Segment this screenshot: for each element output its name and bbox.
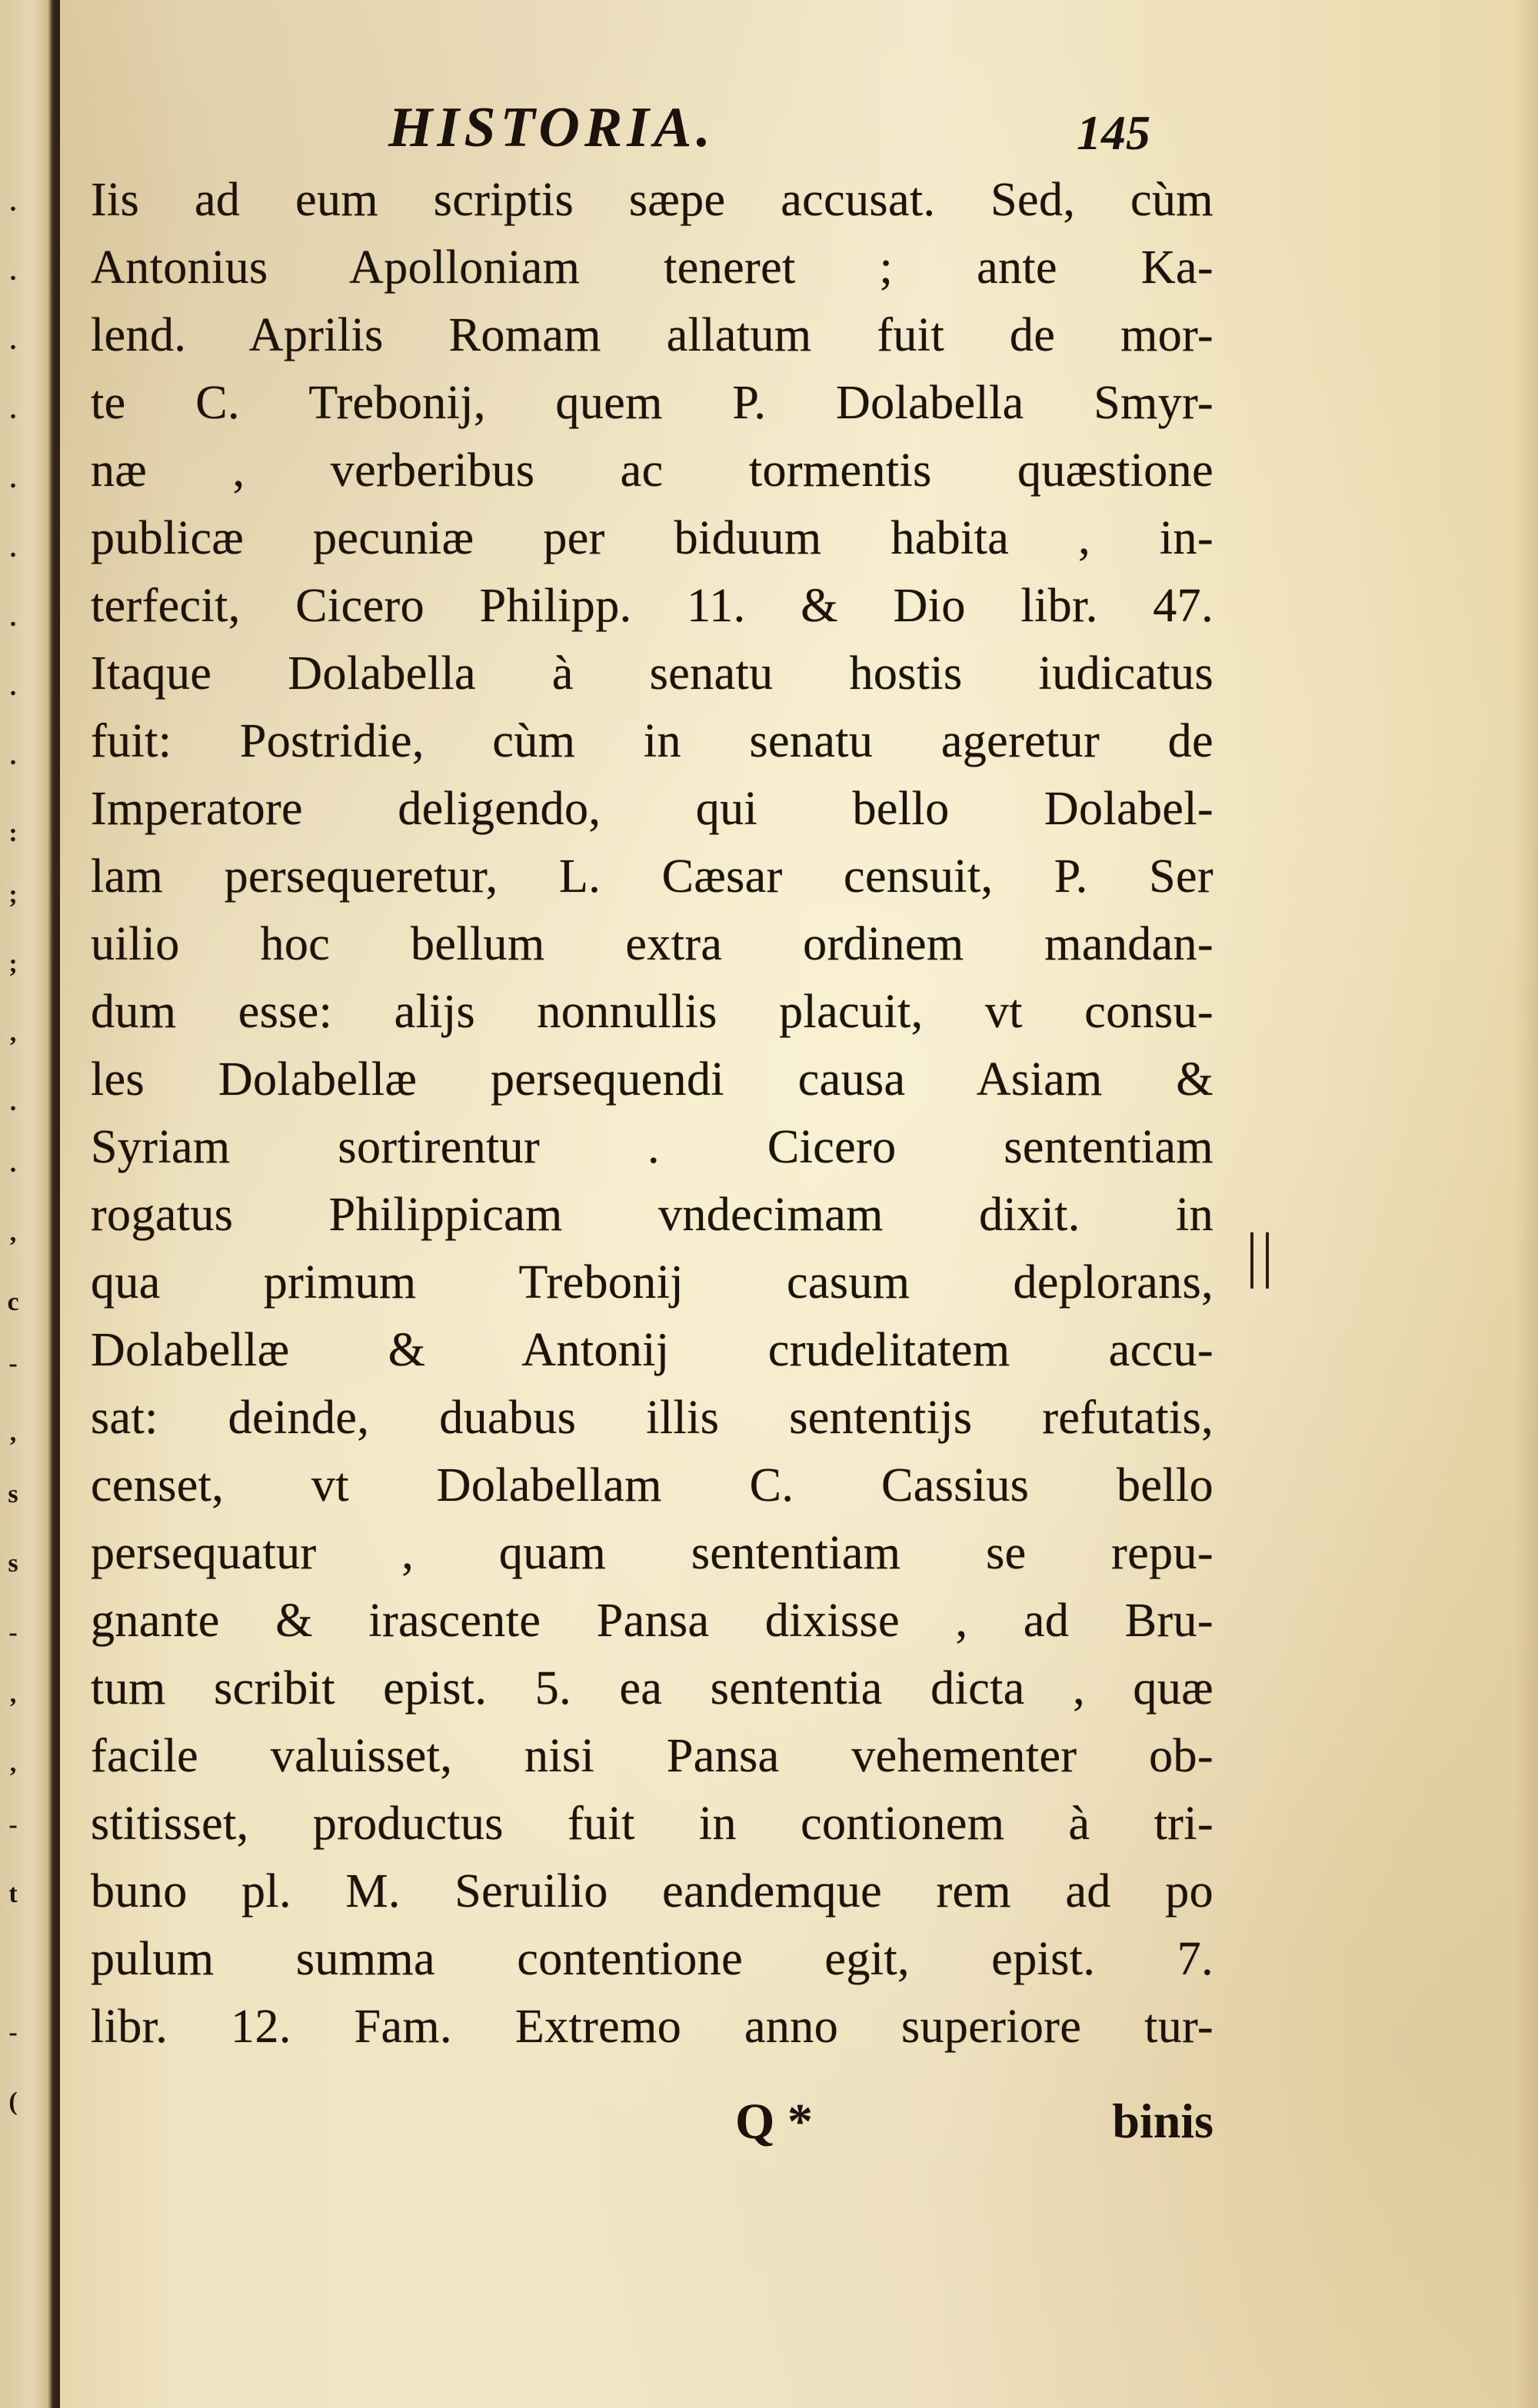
gutter-fragment: - [8, 1811, 18, 1839]
gutter-fragment: , [9, 1749, 17, 1778]
text-line: fuit: Postridie, cùm in senatu ageretur de [91, 715, 1213, 767]
gutter-fragment: , [9, 1219, 17, 1247]
gutter-fragment: . [9, 1088, 17, 1116]
page-edge-shadow [1515, 0, 1538, 2408]
gutter-fragment: . [9, 465, 17, 494]
text-line: dum esse: alijs nonnullis placuit, vt consu- [91, 986, 1213, 1038]
catchline [91, 2093, 1213, 2170]
gutter-fragment: , [9, 1680, 17, 1708]
gutter-fragment: . [9, 396, 17, 424]
page-number: 145 [1077, 105, 1150, 160]
text-line: gnante & irascente Pansa dixisse , ad Bru- [91, 1595, 1213, 1647]
text-line: qua primum Trebonij casum deplorans, [91, 1256, 1213, 1309]
gutter-fragment: . [9, 534, 17, 563]
text-line: te C. Trebonij, quem P. Dolabella Smyr- [91, 377, 1213, 429]
text-line: lam persequeretur, L. Cæsar censuit, P. Ser [91, 850, 1213, 903]
gutter-fragment: s [8, 1549, 18, 1578]
text-line: tum scribit epist. 5. ea sententia dicta , quæ [91, 1662, 1213, 1715]
text-line: rogatus Philippicam vndecimam dixit. in [91, 1189, 1213, 1241]
gutter-fragment: ; [8, 950, 18, 978]
gutter-fragment: . [9, 258, 17, 286]
text-line: Iis ad eum scriptis sæpe accusat. Sed, cùm [91, 174, 1213, 226]
margin-mark: || [1246, 1222, 1277, 1289]
gutter-fragment: . [9, 1149, 17, 1178]
gutter-fragment: . [9, 327, 17, 355]
text-line: uilio hoc bellum extra ordinem mandan- [91, 918, 1213, 970]
gutter-fragment: t [8, 1880, 18, 1908]
gutter-fragment: . [9, 188, 17, 217]
gutter-edge [0, 0, 60, 2408]
gutter-fragment: - [8, 1349, 18, 1378]
text-line: Dolabellæ & Antonij crudelitatem accu- [91, 1324, 1213, 1376]
text-line: libr. 12. Fam. Extremo anno superiore tur- [91, 2001, 1213, 2053]
signature-mark: Q * [735, 2094, 813, 2150]
text-line: facile valuisset, nisi Pansa vehementer ob- [91, 1730, 1213, 1782]
text-line: Itaque Dolabella à senatu hostis iudicatus [91, 647, 1213, 700]
text-line: stitisset, productus fuit in contionem à tri- [91, 1798, 1213, 1850]
text-line: Syriam sortirentur . Cicero sententiam [91, 1121, 1213, 1173]
text-line: censet, vt Dolabellam C. Cassius bello [91, 1459, 1213, 1512]
text-line: Antonius Apolloniam teneret ; ante Ka- [91, 241, 1213, 294]
body-text [91, 166, 1213, 2060]
gutter-fragment: , [9, 1019, 17, 1047]
gutter-fragment: ; [8, 880, 18, 909]
text-line: Imperatore deligendo, qui bello Dolabel- [91, 783, 1213, 835]
text-line: persequatur , quam sententiam se repu- [91, 1527, 1213, 1579]
gutter-fragment: s [8, 1480, 18, 1508]
gutter-fragment: , [9, 1419, 17, 1447]
gutter-fragment: ( [8, 2087, 18, 2116]
gutter-fragment: c [7, 1288, 19, 1316]
text-line: næ , verberibus ac tormentis quæstione [91, 444, 1213, 497]
text-line: publicæ pecuniæ per biduum habita , in- [91, 512, 1213, 564]
gutter-fragment: . [9, 742, 17, 770]
running-title: HISTORIA. [388, 96, 715, 159]
running-head [115, 91, 1207, 168]
gutter-fragment: . [9, 604, 17, 632]
text-line: buno pl. M. Seruilio eandemque rem ad po [91, 1865, 1213, 1917]
gutter-fragment: : [8, 819, 18, 847]
gutter-fragment: - [8, 1618, 18, 1647]
text-line: sat: deinde, duabus illis sententijs refutatis, [91, 1392, 1213, 1444]
gutter-fragment: . [9, 673, 17, 701]
text-line: les Dolabellæ persequendi causa Asiam & [91, 1053, 1213, 1106]
text-line: lend. Aprilis Romam allatum fuit de mor- [91, 309, 1213, 361]
text-line: pulum summa contentione egit, epist. 7. [91, 1933, 1213, 1985]
gutter-fragment: - [8, 2018, 18, 2047]
text-line: terfecit, Cicero Philipp. 11. & Dio libr. 47. [91, 580, 1213, 632]
catchword: binis [1112, 2094, 1213, 2148]
